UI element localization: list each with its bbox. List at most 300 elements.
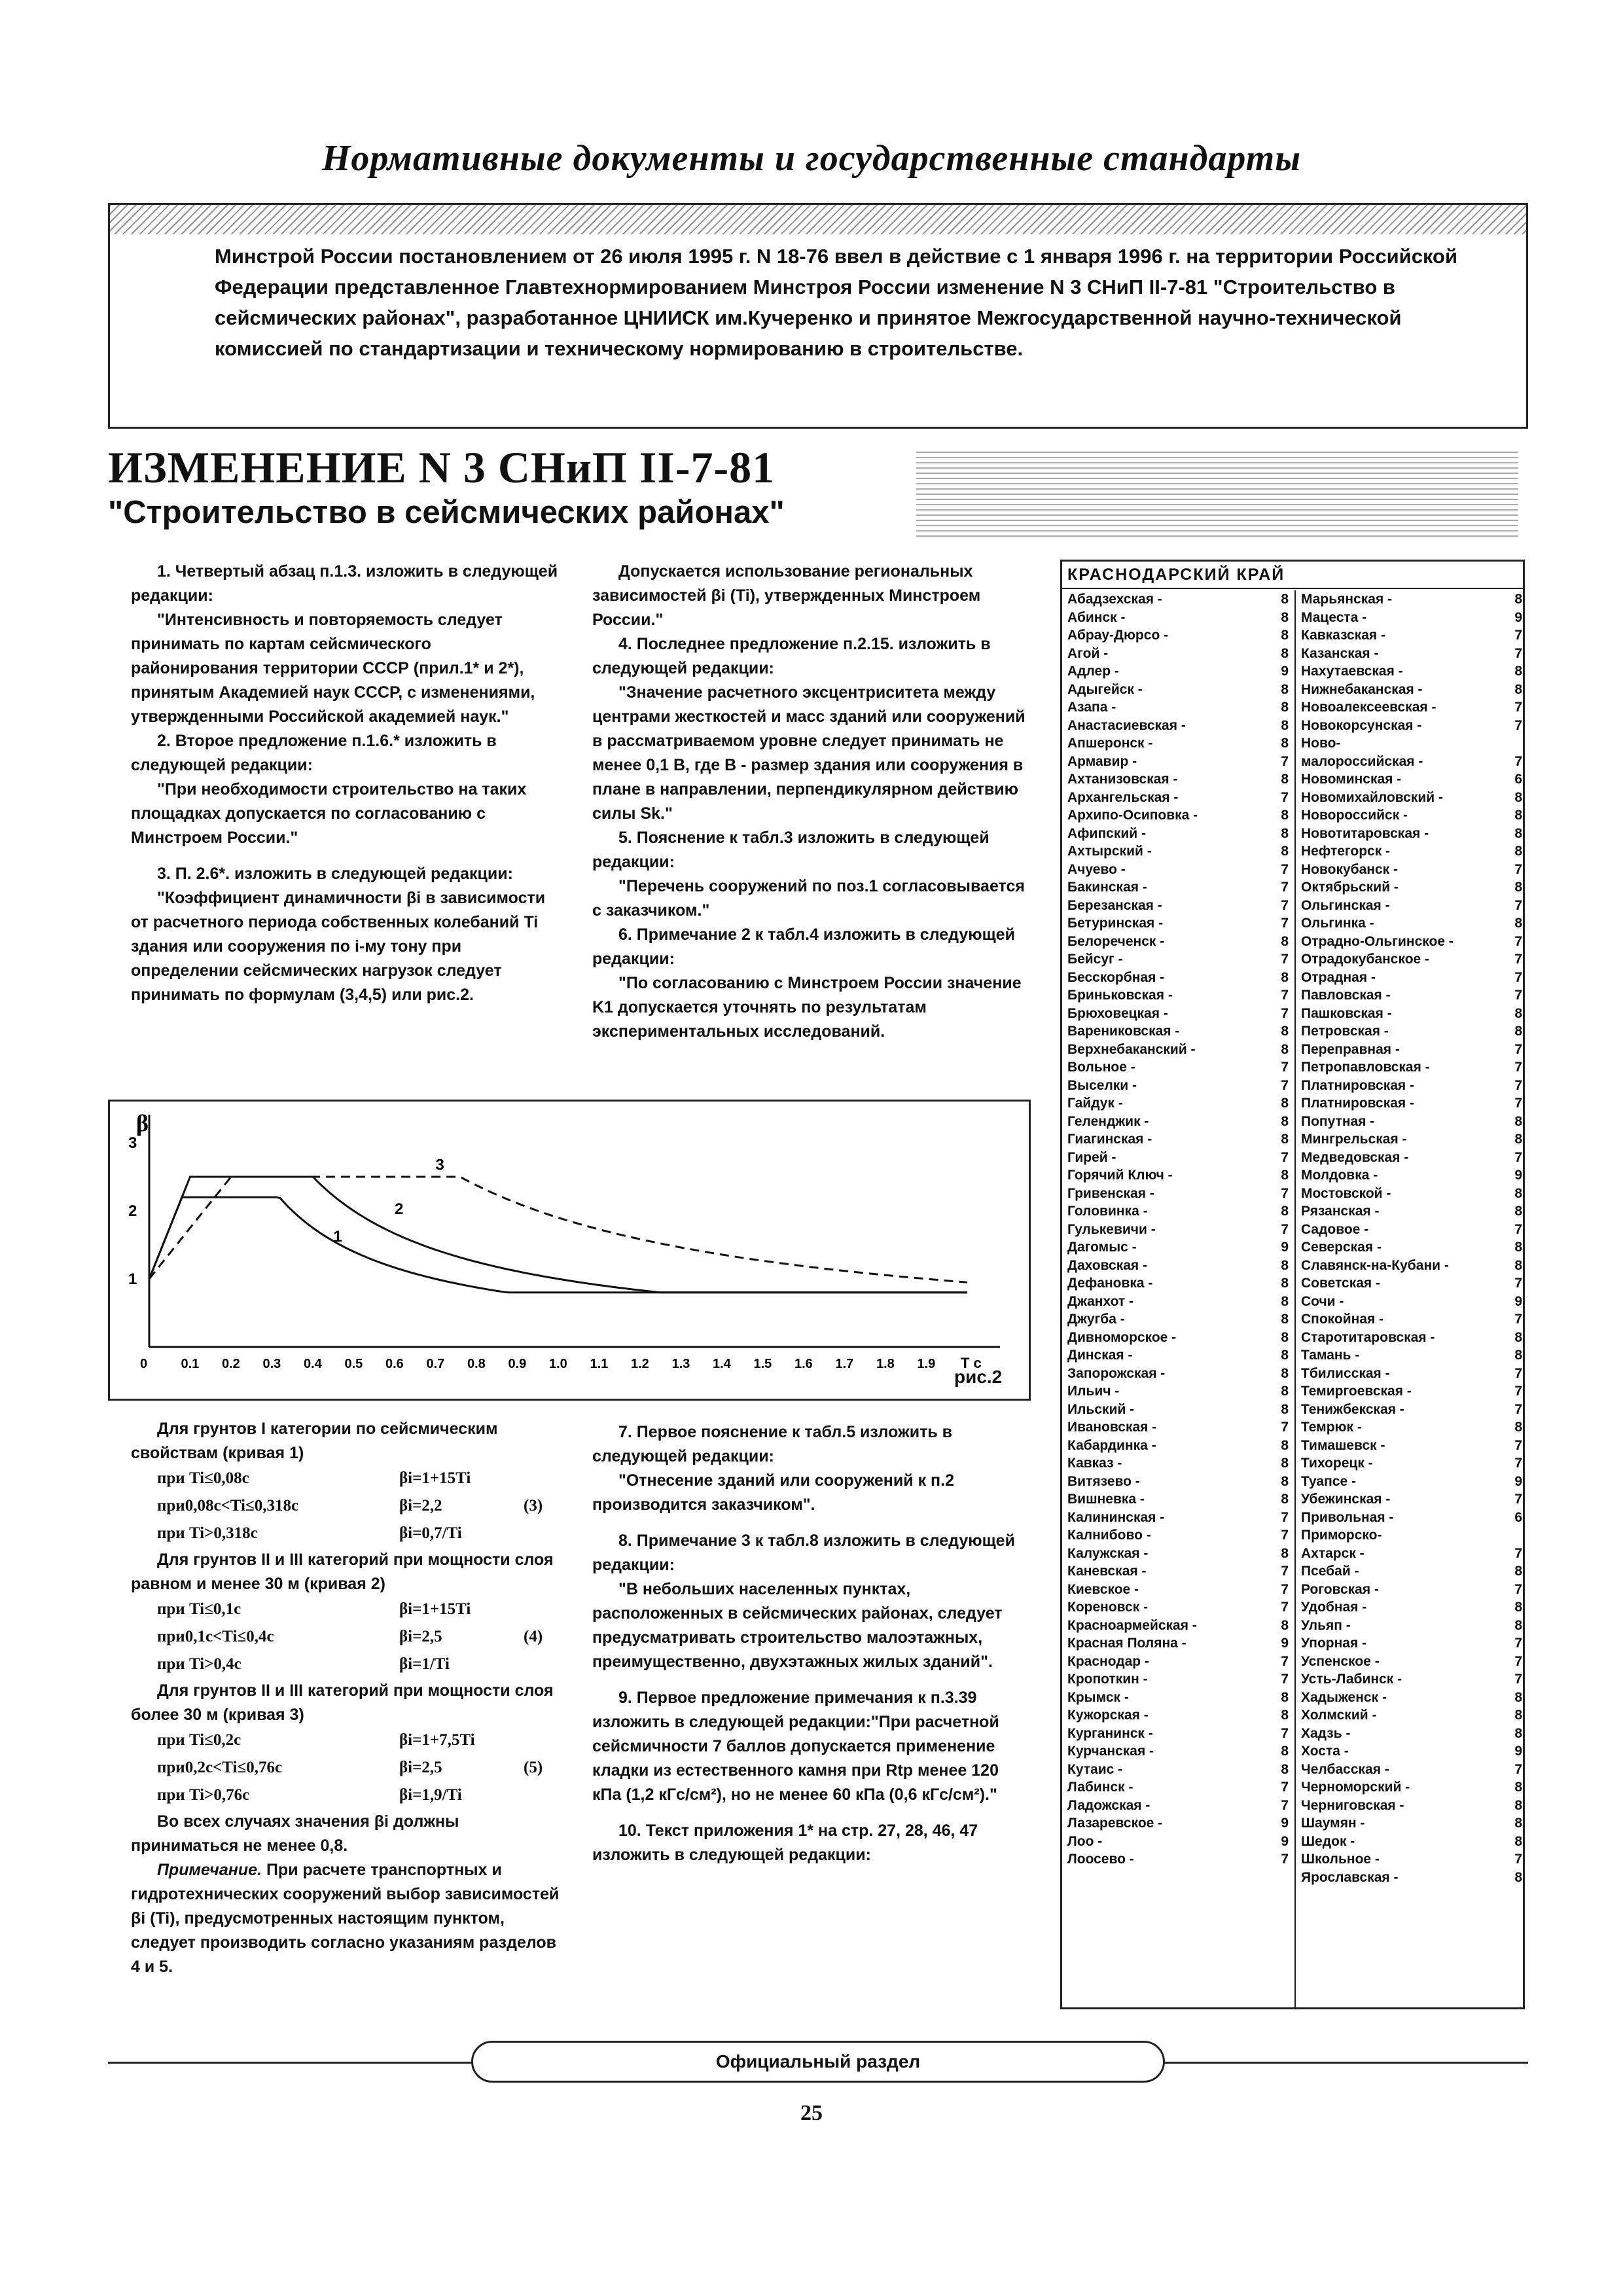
region-item bbox=[1062, 1437, 1294, 1455]
region-item bbox=[1062, 609, 1294, 627]
settlement-name: Славянск-на-Кубани - bbox=[1301, 1257, 1449, 1273]
region-item bbox=[1296, 914, 1527, 933]
settlement-name: Запорожская - bbox=[1067, 1365, 1166, 1381]
region-item bbox=[1296, 681, 1527, 699]
region-item bbox=[1296, 1833, 1527, 1851]
intensity-value: 7 bbox=[1512, 626, 1522, 645]
intensity-value: 7 bbox=[1278, 1653, 1289, 1671]
settlement-name: Нахутаевская - bbox=[1301, 664, 1403, 679]
formula-expression: βi=1+7,5Ti bbox=[399, 1731, 475, 1749]
page-number: 25 bbox=[800, 2101, 823, 2125]
settlement-name: Вольное - bbox=[1067, 1060, 1135, 1075]
intensity-value: 8 bbox=[1512, 1113, 1522, 1131]
column-4 bbox=[592, 1420, 1031, 1867]
settlement-name: Казанская - bbox=[1301, 645, 1379, 661]
intensity-value: 7 bbox=[1278, 1005, 1289, 1023]
region-item bbox=[1296, 1274, 1527, 1293]
region-item bbox=[1296, 1382, 1527, 1401]
formula-row bbox=[131, 1465, 563, 1493]
intensity-value: 7 bbox=[1278, 914, 1289, 933]
settlement-name: Бейсуг - bbox=[1067, 952, 1123, 967]
formula-expression: βi=2,5 bbox=[399, 1628, 442, 1645]
intensity-value: 8 bbox=[1512, 878, 1522, 897]
intensity-value: 9 bbox=[1512, 1166, 1522, 1185]
formula-condition: при Ti>0,76с bbox=[157, 1786, 250, 1804]
intensity-value: 8 bbox=[1512, 1689, 1522, 1707]
settlement-name: Нефтегорск - bbox=[1301, 844, 1391, 859]
note-text: При расчете транспортных и гидротехнических сооружений выбор зависимостей βi (Ti), предусмотренных настоящим пунктом, следует производить согласно указаниям разделов 4 и 5. bbox=[131, 1861, 560, 1976]
region-item bbox=[1296, 1238, 1527, 1257]
formula-expression: βi=1/Ti bbox=[399, 1655, 450, 1673]
region-item bbox=[1296, 1473, 1527, 1491]
paragraph: "По согласованию с Минстроем России значение K1 допускается уточнять по результатам экспериментальных исследований. bbox=[592, 974, 1022, 1041]
intensity-value: 7 bbox=[1512, 897, 1522, 915]
settlement-name: Старотитаровская - bbox=[1301, 1329, 1435, 1345]
region-item bbox=[1296, 609, 1527, 627]
region-item bbox=[1062, 1850, 1294, 1869]
settlement-name: Хоста - bbox=[1301, 1744, 1349, 1759]
intensity-value: 7 bbox=[1278, 1581, 1289, 1599]
intensity-value: 7 bbox=[1512, 1490, 1522, 1509]
formula-block-3 bbox=[131, 1727, 563, 1810]
intensity-value: 9 bbox=[1512, 1473, 1522, 1491]
paragraph: 8. Примечание 3 к табл.8 изложить в следующей редакции: bbox=[592, 1532, 1015, 1574]
settlement-name: Дивноморское - bbox=[1067, 1329, 1177, 1345]
settlement-name: Лоосево - bbox=[1067, 1852, 1134, 1867]
settlement-name: Дагомыс - bbox=[1067, 1240, 1137, 1255]
settlement-name: Новокубанск - bbox=[1301, 861, 1398, 877]
paragraph: Во всех случаях значения βi должны приниматься не менее 0,8. bbox=[131, 1812, 459, 1855]
region-item bbox=[1296, 861, 1527, 879]
paragraph: "Коэффициент динамичности βi в зависимости от расчетного периода собственных колебаний Ti здания или сооружения по i-му тону при определении сейсмических нагрузок следует принимать по формулам (3,4,5) или рис.2. bbox=[131, 889, 546, 1004]
intensity-value: 8 bbox=[1278, 1490, 1289, 1509]
region-item bbox=[1296, 1581, 1527, 1599]
x-tick-label: 0.9 bbox=[508, 1357, 527, 1371]
intensity-value: 7 bbox=[1278, 1562, 1289, 1581]
settlement-name: Шаумян - bbox=[1301, 1816, 1365, 1831]
formula-block-1 bbox=[131, 1465, 563, 1548]
settlement-name: Сочи - bbox=[1301, 1293, 1344, 1309]
settlement-name: Хадзь - bbox=[1301, 1725, 1351, 1741]
region-item bbox=[1062, 1113, 1294, 1131]
settlement-name: Темрюк - bbox=[1301, 1420, 1362, 1435]
region-item bbox=[1296, 1418, 1527, 1437]
region-item bbox=[1296, 1598, 1527, 1617]
intensity-value: 7 bbox=[1512, 753, 1522, 771]
settlement-name: Архипо-Осиповка - bbox=[1067, 808, 1198, 823]
paragraph: Для грунтов II и III категорий при мощности слоя равном и менее 30 м (кривая 2) bbox=[131, 1551, 554, 1593]
settlement-name: Головинка - bbox=[1067, 1204, 1148, 1219]
region-item bbox=[1062, 1833, 1294, 1851]
region-item bbox=[1296, 1814, 1527, 1833]
region-item bbox=[1062, 1725, 1294, 1743]
settlement-name: Курчанская - bbox=[1067, 1744, 1154, 1759]
settlement-name: Ярославская - bbox=[1301, 1869, 1399, 1885]
formula-row bbox=[131, 1624, 563, 1651]
region-item bbox=[1062, 1077, 1294, 1095]
settlement-name: Даховская - bbox=[1067, 1257, 1147, 1273]
settlement-name: Темиргоевская - bbox=[1301, 1384, 1412, 1399]
intensity-value: 7 bbox=[1278, 1077, 1289, 1095]
region-item bbox=[1296, 1058, 1527, 1077]
intensity-value: 9 bbox=[1278, 1814, 1289, 1833]
intensity-value: 8 bbox=[1512, 1329, 1522, 1347]
intensity-value: 8 bbox=[1512, 1706, 1522, 1725]
region-item bbox=[1062, 842, 1294, 861]
paragraph: Допускается использование региональных зависимостей βi (Ti), утвержденных Минстроем России." bbox=[592, 562, 981, 629]
settlement-name: Новомихайловский - bbox=[1301, 789, 1444, 805]
x-tick-label: 0.6 bbox=[385, 1357, 404, 1371]
region-item bbox=[1296, 770, 1527, 789]
formula-condition: при0,1с<Ti≤0,4с bbox=[157, 1628, 274, 1645]
region-item bbox=[1062, 662, 1294, 681]
region-table bbox=[1060, 560, 1525, 2009]
figure-2 bbox=[108, 1100, 1031, 1401]
region-item bbox=[1296, 1670, 1527, 1689]
settlement-name: Туапсе - bbox=[1301, 1473, 1356, 1489]
x-tick-label: 1.9 bbox=[917, 1357, 936, 1371]
settlement-name: Краснодар - bbox=[1067, 1653, 1149, 1669]
x-tick-label: 0.7 bbox=[426, 1357, 445, 1371]
settlement-name: Лабинск - bbox=[1067, 1780, 1133, 1795]
settlement-name: Мацеста - bbox=[1301, 609, 1367, 625]
region-item bbox=[1296, 1221, 1527, 1239]
curve-label: 2 bbox=[395, 1200, 404, 1219]
intensity-value: 9 bbox=[1278, 1634, 1289, 1653]
region-item bbox=[1062, 1598, 1294, 1617]
intensity-value: 8 bbox=[1278, 609, 1289, 627]
formula-expression: βi=2,2 bbox=[399, 1497, 442, 1515]
figure-caption: рис.2 bbox=[954, 1367, 1003, 1387]
formula-condition: при Ti>0,4с bbox=[157, 1655, 241, 1673]
settlement-name: Ахтырский - bbox=[1067, 844, 1152, 859]
settlement-name: Советская - bbox=[1301, 1276, 1380, 1291]
settlement-name: Джугба - bbox=[1067, 1312, 1125, 1327]
formula-expression: βi=1,9/Ti bbox=[399, 1786, 462, 1804]
settlement-name: Школьное - bbox=[1301, 1852, 1380, 1867]
intensity-value: 8 bbox=[1512, 1257, 1522, 1275]
region-item bbox=[1062, 1401, 1294, 1419]
intensity-value: 8 bbox=[1512, 590, 1522, 609]
region-item bbox=[1062, 1346, 1294, 1365]
intensity-value: 8 bbox=[1278, 681, 1289, 699]
paragraph: "Интенсивность и повторяемость следует принимать по картам сейсмического районирования территории СССР (прил.1* и 2*), принятым Академией наук СССР, с изменениями, утвержденными Российской академией наук." bbox=[131, 611, 535, 726]
region-item bbox=[1062, 1689, 1294, 1707]
formula-row bbox=[131, 1755, 563, 1782]
intensity-value: 7 bbox=[1512, 861, 1522, 879]
region-item bbox=[1296, 825, 1527, 843]
notice-text: Минстрой России постановлением от 26 июля 1995 г. N 18-76 ввел в действие с 1 января 1996 г. на территории Российской Федерации представленное Главтехнормированием Минстроя России изменение N 3 СНиП II-7-81 "Строительство в сейсмических районах", разработанное ЦНИИСК им.Кучеренко и принятое Межгосударственной научно-технической комиссией по стандартизации и техническому нормированию в строительстве. bbox=[215, 245, 1458, 360]
settlement-name: Петровская - bbox=[1301, 1024, 1389, 1039]
region-item bbox=[1062, 950, 1294, 969]
region-item bbox=[1296, 626, 1527, 645]
formula-row bbox=[131, 1727, 563, 1755]
settlement-name: Бетуринская - bbox=[1067, 916, 1164, 931]
x-tick-label: 0.4 bbox=[304, 1357, 322, 1371]
intensity-value: 8 bbox=[1278, 1202, 1289, 1221]
intensity-value: 7 bbox=[1512, 1149, 1522, 1167]
region-item bbox=[1296, 1526, 1527, 1545]
formula-number: (5) bbox=[524, 1759, 543, 1776]
region-item bbox=[1062, 1545, 1294, 1563]
intensity-value: 7 bbox=[1512, 1274, 1522, 1293]
region-item bbox=[1062, 1022, 1294, 1041]
x-tick-label: 0.8 bbox=[467, 1357, 486, 1371]
settlement-name: Гривенская - bbox=[1067, 1185, 1154, 1201]
region-item bbox=[1296, 1706, 1527, 1725]
settlement-name: Садовое - bbox=[1301, 1221, 1369, 1237]
intensity-value: 8 bbox=[1278, 1041, 1289, 1059]
running-title: Нормативные документы и государственные стандарты bbox=[321, 138, 1302, 179]
intensity-value: 7 bbox=[1278, 1418, 1289, 1437]
settlement-name: Октябрьский - bbox=[1301, 880, 1399, 895]
intensity-value: 8 bbox=[1278, 1382, 1289, 1401]
intensity-value: 8 bbox=[1512, 1562, 1522, 1581]
region-item bbox=[1062, 825, 1294, 843]
settlement-name: Платнировская - bbox=[1301, 1077, 1414, 1093]
intensity-value: 7 bbox=[1512, 1221, 1522, 1239]
region-item bbox=[1062, 1526, 1294, 1545]
region-item bbox=[1296, 1725, 1527, 1743]
intensity-value: 8 bbox=[1278, 1329, 1289, 1347]
settlement-name: Отрадная - bbox=[1301, 969, 1376, 985]
region-item bbox=[1062, 590, 1294, 609]
settlement-name: Кавказ - bbox=[1067, 1456, 1122, 1471]
region-item bbox=[1296, 1094, 1527, 1113]
settlement-name: Варениковская - bbox=[1067, 1024, 1180, 1039]
region-item bbox=[1062, 789, 1294, 807]
intensity-value: 8 bbox=[1512, 1130, 1522, 1149]
settlement-name: Лоо - bbox=[1067, 1833, 1103, 1849]
region-item bbox=[1296, 789, 1527, 807]
region-item bbox=[1062, 681, 1294, 699]
settlement-name: Кужорская - bbox=[1067, 1708, 1149, 1723]
settlement-name: Тамань - bbox=[1301, 1348, 1360, 1363]
intensity-value: 7 bbox=[1512, 1850, 1522, 1869]
curve-label: 1 bbox=[333, 1227, 342, 1246]
region-item bbox=[1062, 1509, 1294, 1527]
paragraph: 9. Первое предложение примечания к п.3.39 изложить в следующей редакции:"При расчетной сейсмичности 7 баллов допускается применение кладки из естественного камня при Rtp менее 120 кПа (1,2 кГс/см²), но не менее 60 кПа (0,6 кГс/см²)." bbox=[592, 1689, 999, 1804]
paragraph: 5. Пояснение к табл.3 изложить в следующей редакции: bbox=[592, 829, 990, 871]
region-item bbox=[1296, 897, 1527, 915]
region-item bbox=[1062, 1382, 1294, 1401]
formula-expression: βi=1+15Ti bbox=[399, 1600, 471, 1618]
settlement-name: Горячий Ключ - bbox=[1067, 1168, 1173, 1183]
region-item bbox=[1296, 1185, 1527, 1203]
settlement-name: Кутаис - bbox=[1067, 1761, 1123, 1777]
settlement-name: Агой - bbox=[1067, 645, 1109, 661]
settlement-name: Кабардинка - bbox=[1067, 1437, 1156, 1453]
intensity-value: 8 bbox=[1512, 1833, 1522, 1851]
intensity-value: 7 bbox=[1512, 1454, 1522, 1473]
region-item bbox=[1296, 1346, 1527, 1365]
formula-number: (3) bbox=[524, 1497, 543, 1515]
region-item bbox=[1296, 878, 1527, 897]
region-item bbox=[1296, 1257, 1527, 1275]
region-item bbox=[1062, 969, 1294, 987]
intensity-value: 7 bbox=[1512, 1401, 1522, 1419]
intensity-value: 7 bbox=[1278, 897, 1289, 915]
intensity-value: 7 bbox=[1512, 645, 1522, 663]
x-tick-label: 1.4 bbox=[713, 1357, 731, 1371]
region-item bbox=[1296, 717, 1527, 735]
region-item bbox=[1062, 933, 1294, 951]
settlement-name: Платнировская - bbox=[1301, 1096, 1414, 1111]
settlement-name: Нижнебаканская - bbox=[1301, 681, 1423, 697]
intensity-value: 8 bbox=[1512, 681, 1522, 699]
intensity-value: 7 bbox=[1512, 1365, 1522, 1383]
intensity-value: 7 bbox=[1278, 950, 1289, 969]
intensity-value: 7 bbox=[1512, 1634, 1522, 1653]
settlement-name: Ильский - bbox=[1067, 1401, 1135, 1417]
settlement-name: Кропоткин - bbox=[1067, 1672, 1148, 1687]
intensity-value: 7 bbox=[1512, 1653, 1522, 1671]
x-tick-label: 1.7 bbox=[835, 1357, 854, 1371]
region-item bbox=[1062, 1202, 1294, 1221]
intensity-value: 9 bbox=[1512, 1742, 1522, 1761]
settlement-name: Переправная - bbox=[1301, 1041, 1400, 1057]
settlement-name: Верхнебаканский - bbox=[1067, 1041, 1196, 1057]
settlement-name: Молдовка - bbox=[1301, 1168, 1378, 1183]
settlement-name: малороссийская - bbox=[1301, 753, 1423, 769]
paragraph: 2. Второе предложение п.1.6.* изложить в следующей редакции: bbox=[131, 732, 497, 774]
region-item bbox=[1062, 897, 1294, 915]
intensity-value: 8 bbox=[1278, 1689, 1289, 1707]
region-item bbox=[1296, 986, 1527, 1005]
settlement-name: Березанская - bbox=[1067, 897, 1162, 913]
settlement-name: Киевское - bbox=[1067, 1581, 1139, 1597]
settlement-name: Ольгинка - bbox=[1301, 916, 1374, 931]
settlement-name: Ильич - bbox=[1067, 1384, 1120, 1399]
paragraph: Для грунтов I категории по сейсмическим свойствам (кривая 1) bbox=[131, 1420, 498, 1462]
region-item bbox=[1296, 1202, 1527, 1221]
formula-condition: при0,2с<Ti≤0,76с bbox=[157, 1759, 283, 1776]
intensity-value: 8 bbox=[1278, 1310, 1289, 1329]
intensity-value: 8 bbox=[1512, 1418, 1522, 1437]
settlement-name: Ивановская - bbox=[1067, 1420, 1157, 1435]
x-tick-label: 0 bbox=[140, 1357, 148, 1371]
intensity-value: 9 bbox=[1512, 1293, 1522, 1311]
paragraph: "Отнесение зданий или сооружений к п.2 производится заказчиком". bbox=[592, 1471, 954, 1514]
x-tick-label: 1.2 bbox=[631, 1357, 649, 1371]
region-item bbox=[1062, 1329, 1294, 1347]
settlement-name: Бакинская - bbox=[1067, 880, 1147, 895]
settlement-name: Тихорецк - bbox=[1301, 1456, 1373, 1471]
region-item bbox=[1062, 861, 1294, 879]
formula-row bbox=[131, 1520, 563, 1548]
intensity-value: 7 bbox=[1278, 986, 1289, 1005]
intensity-value: 7 bbox=[1278, 861, 1289, 879]
intensity-value: 8 bbox=[1512, 1814, 1522, 1833]
settlement-name: Приморско- bbox=[1301, 1528, 1382, 1543]
region-item bbox=[1296, 1653, 1527, 1671]
intensity-value: 7 bbox=[1512, 1545, 1522, 1563]
settlement-name: Усть-Лабинск - bbox=[1301, 1672, 1402, 1687]
settlement-name: Тенижбекская - bbox=[1301, 1401, 1404, 1417]
settlement-name: Успенское - bbox=[1301, 1653, 1380, 1669]
formula-expression: βi=0,7/Ti bbox=[399, 1524, 462, 1542]
note-paragraph bbox=[131, 1858, 563, 1979]
settlement-name: Челбасская - bbox=[1301, 1761, 1389, 1777]
region-item bbox=[1296, 1310, 1527, 1329]
intensity-value: 8 bbox=[1278, 1437, 1289, 1455]
intensity-value: 8 bbox=[1512, 806, 1522, 825]
settlement-name: Афипский - bbox=[1067, 825, 1146, 841]
settlement-name: Новоалексеевская - bbox=[1301, 700, 1436, 715]
intensity-value: 7 bbox=[1512, 1382, 1522, 1401]
region-item bbox=[1062, 1257, 1294, 1275]
intensity-value: 7 bbox=[1512, 698, 1522, 717]
region-item bbox=[1062, 914, 1294, 933]
intensity-value: 7 bbox=[1278, 1185, 1289, 1203]
intensity-value: 7 bbox=[1512, 950, 1522, 969]
intensity-value: 8 bbox=[1278, 1617, 1289, 1635]
intensity-value: 8 bbox=[1278, 1022, 1289, 1041]
region-item bbox=[1296, 662, 1527, 681]
intensity-value: 7 bbox=[1278, 753, 1289, 771]
formula-expression: βi=2,5 bbox=[399, 1759, 442, 1776]
settlement-name: Черниговская - bbox=[1301, 1797, 1404, 1813]
intensity-value: 8 bbox=[1278, 969, 1289, 987]
region-item bbox=[1062, 1238, 1294, 1257]
intensity-value: 7 bbox=[1278, 1670, 1289, 1689]
settlement-name: Лазаревское - bbox=[1067, 1816, 1163, 1831]
x-tick-label: 0.5 bbox=[344, 1357, 363, 1371]
settlement-name: Ахтарск - bbox=[1301, 1545, 1364, 1561]
y-tick-label: 3 bbox=[128, 1134, 137, 1152]
figure-plot bbox=[110, 1102, 1029, 1399]
curve-3 bbox=[149, 1177, 967, 1282]
region-item bbox=[1296, 1022, 1527, 1041]
region-item bbox=[1062, 1473, 1294, 1491]
settlement-name: Гиагинская - bbox=[1067, 1132, 1152, 1147]
intensity-value: 8 bbox=[1278, 1761, 1289, 1779]
column-3 bbox=[131, 1417, 563, 1979]
region-item bbox=[1296, 734, 1527, 753]
settlement-name: Хадыженск - bbox=[1301, 1689, 1387, 1705]
intensity-value: 7 bbox=[1512, 717, 1522, 735]
settlement-name: Крымск - bbox=[1067, 1689, 1129, 1705]
region-item bbox=[1296, 1689, 1527, 1707]
settlement-name: Армавир - bbox=[1067, 753, 1137, 769]
region-item bbox=[1062, 1365, 1294, 1383]
intensity-value: 8 bbox=[1278, 1742, 1289, 1761]
y-tick-label: 1 bbox=[128, 1270, 137, 1288]
intensity-value: 8 bbox=[1512, 1202, 1522, 1221]
settlement-name: Павловская - bbox=[1301, 988, 1391, 1003]
region-item bbox=[1296, 1077, 1527, 1095]
region-item bbox=[1296, 1509, 1527, 1527]
settlement-name: Абадзехская - bbox=[1067, 592, 1162, 607]
intensity-value: 8 bbox=[1278, 717, 1289, 735]
formula-condition: при Ti≤0,2с bbox=[157, 1731, 241, 1749]
settlement-name: Адыгейск - bbox=[1067, 681, 1143, 697]
region-item bbox=[1062, 1005, 1294, 1023]
region-item bbox=[1296, 1005, 1527, 1023]
settlement-name: Гулькевичи - bbox=[1067, 1221, 1156, 1237]
paragraph: "Значение расчетного эксцентриситета между центрами жесткостей и масс зданий или сооружений в рассматриваемом уровне следует принимать не менее 0,1 B, где B - размер здания или сооружения в плане в направлении, перпендикулярном действию силы Sk." bbox=[592, 683, 1026, 823]
intensity-value: 9 bbox=[1278, 1833, 1289, 1851]
settlement-name: Новоминская - bbox=[1301, 772, 1402, 787]
intensity-value: 8 bbox=[1278, 1401, 1289, 1419]
settlement-name: Мингрельская - bbox=[1301, 1132, 1407, 1147]
region-item bbox=[1296, 1761, 1527, 1779]
region-item bbox=[1296, 1365, 1527, 1383]
intensity-value: 7 bbox=[1278, 1526, 1289, 1545]
x-tick-label: 1.5 bbox=[753, 1357, 772, 1371]
region-item bbox=[1062, 1149, 1294, 1167]
paragraph: 1. Четвертый абзац п.1.3. изложить в следующей редакции: bbox=[131, 562, 558, 605]
